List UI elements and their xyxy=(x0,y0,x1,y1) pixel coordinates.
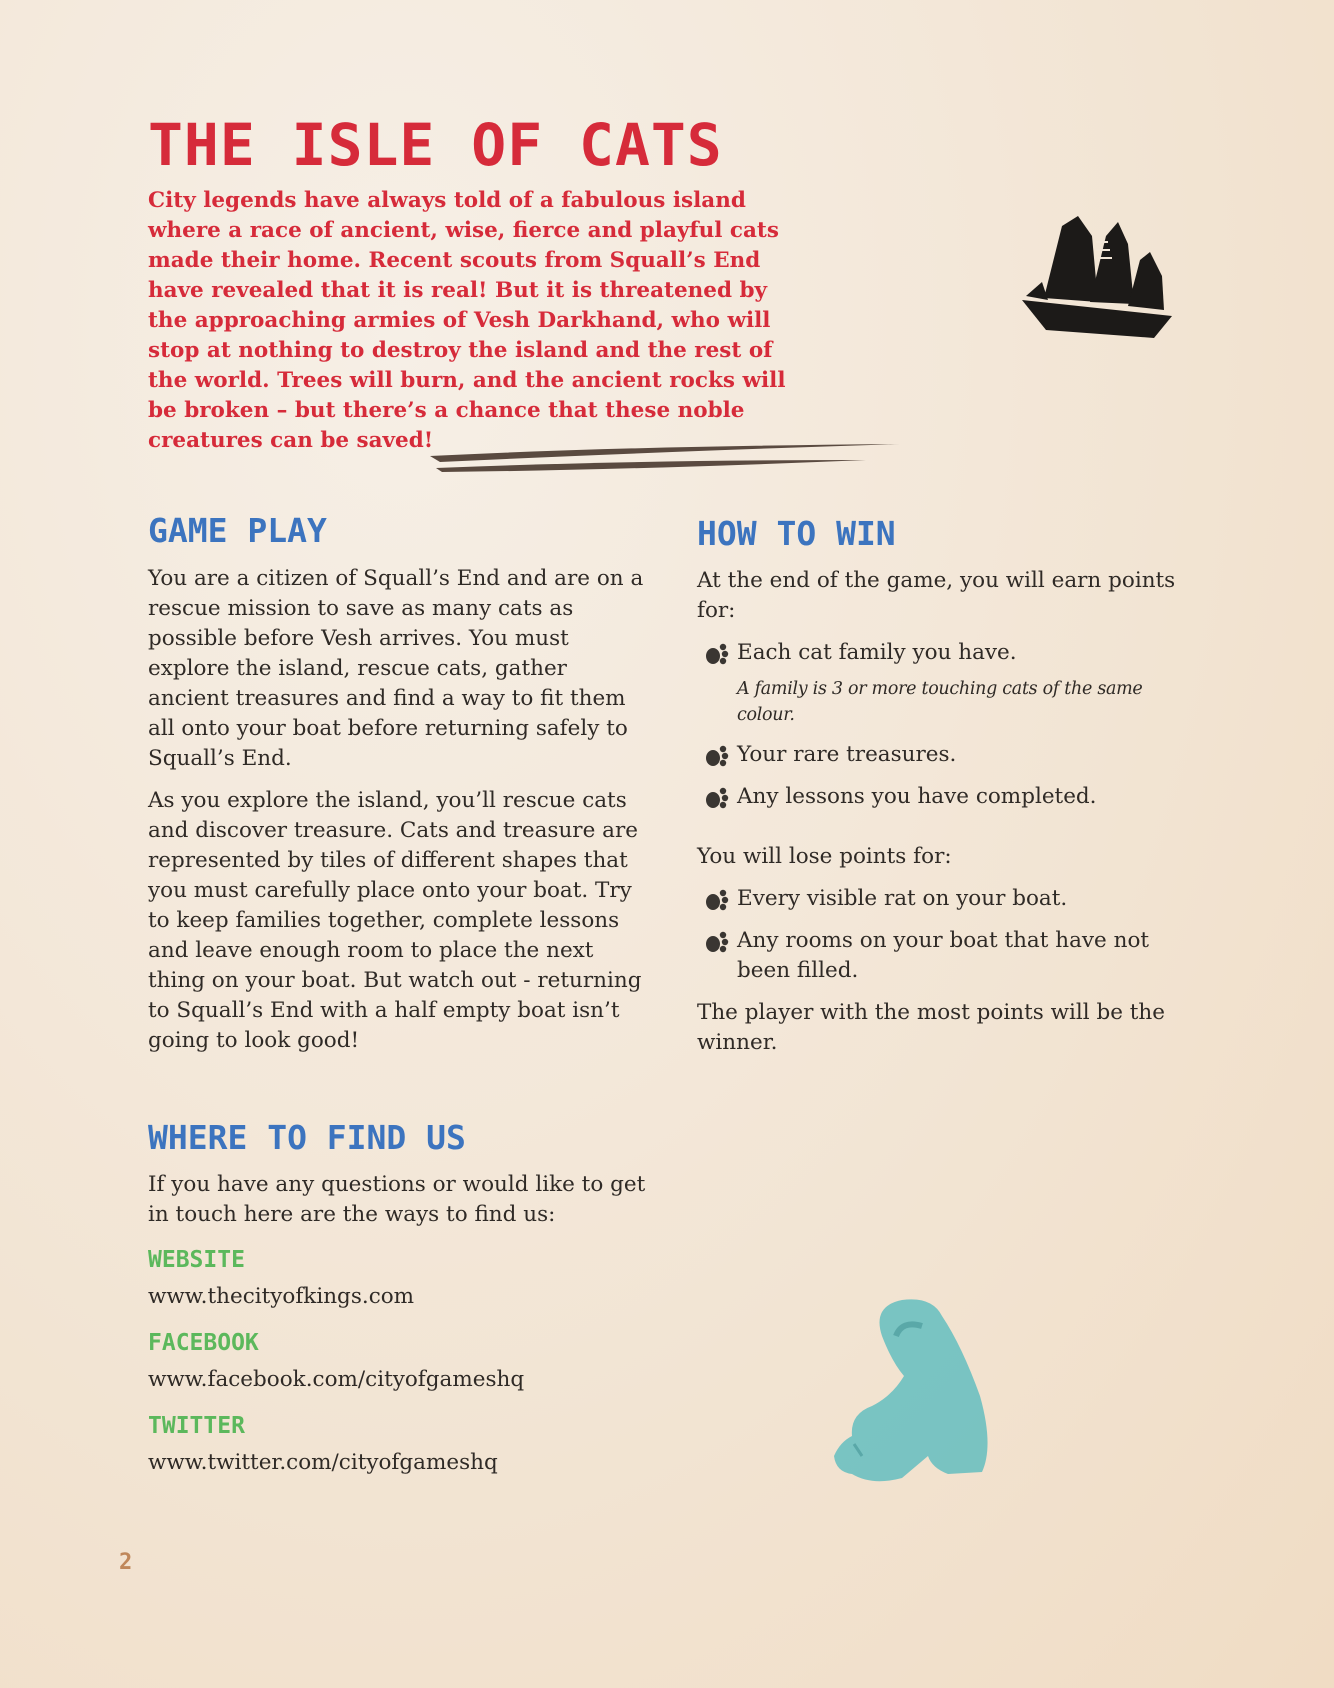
find-heading: WHERE TO FIND US xyxy=(148,1118,466,1157)
cat-icon xyxy=(832,1296,997,1486)
website-link[interactable]: www.thecityofkings.com xyxy=(148,1284,415,1309)
intro-text: City legends have always told of a fabulous island where a race of ancient, wise, fierce and playful cats made their home. Recent scouts from Squall’s End have revealed that it is real! But it is threatened by the approaching armies of Vesh Darkhand, who will stop at nothing to destroy the island and the rest of the world. Trees will burn, and the ancient rocks will be broken – but there’s a chance that these noble creatures can be saved! xyxy=(148,188,786,453)
gameplay-heading: GAME PLAY xyxy=(148,511,327,550)
gameplay-paragraph-1: You are a citizen of Squall’s End and are on a rescue mission to save as many cats as possible before Vesh arrives. You must explore the island, rescue cats, gather ancient treasures and find a way to fit them all onto your boat before returning safely to Squall’s End. xyxy=(148,566,644,771)
gameplay-paragraph-2: As you explore the island, you’ll rescue cats and discover treasure. Cats and treasure are represented by tiles of different shapes that you must carefully place onto your boat. Try to keep families together, complete lessons and leave enough room to place the next thing on your boat. But watch out - returning to Squall’s End with a half empty boat isn’t going to look good! xyxy=(148,788,642,1053)
lose-intro: You will lose points for: xyxy=(697,844,952,869)
howtowin-heading: HOW TO WIN xyxy=(697,514,896,553)
ship-icon xyxy=(1022,212,1178,342)
earn-item-text: Each cat family you have. xyxy=(737,640,1017,665)
paw-icon xyxy=(705,889,729,911)
earn-item-note: A family is 3 or more touching cats of the same colour. xyxy=(737,679,1143,725)
list-item xyxy=(705,782,1195,812)
website-label: WEBSITE xyxy=(148,1247,245,1273)
paw-icon xyxy=(705,643,729,665)
list-item xyxy=(705,638,1195,728)
lose-item-text: Any rooms on your boat that have not been filled. xyxy=(737,928,1150,983)
page-title: THE ISLE OF CATS xyxy=(148,111,723,179)
list-item xyxy=(705,740,1195,770)
list-item xyxy=(705,884,1195,914)
facebook-link[interactable]: www.facebook.com/cityofgameshq xyxy=(148,1367,525,1392)
list-item xyxy=(705,926,1195,986)
paw-icon xyxy=(705,931,729,953)
page-number: 2 xyxy=(119,1550,133,1575)
earn-intro: At the end of the game, you will earn points for: xyxy=(697,568,1176,623)
earn-item-text: Your rare treasures. xyxy=(737,742,957,767)
find-intro: If you have any questions or would like to get in touch here are the ways to find us: xyxy=(148,1172,646,1227)
paw-icon xyxy=(705,787,729,809)
twitter-link[interactable]: www.twitter.com/cityofgameshq xyxy=(148,1450,498,1475)
divider-icon xyxy=(430,440,905,480)
earn-list xyxy=(705,638,1195,824)
winner-text: The player with the most points will be the winner. xyxy=(697,1000,1166,1055)
earn-item-text: Any lessons you have completed. xyxy=(737,784,1097,809)
lose-list xyxy=(705,884,1195,998)
paw-icon xyxy=(705,745,729,767)
twitter-label: TWITTER xyxy=(148,1413,245,1439)
facebook-label: FACEBOOK xyxy=(148,1330,259,1356)
lose-item-text: Every visible rat on your boat. xyxy=(737,886,1068,911)
